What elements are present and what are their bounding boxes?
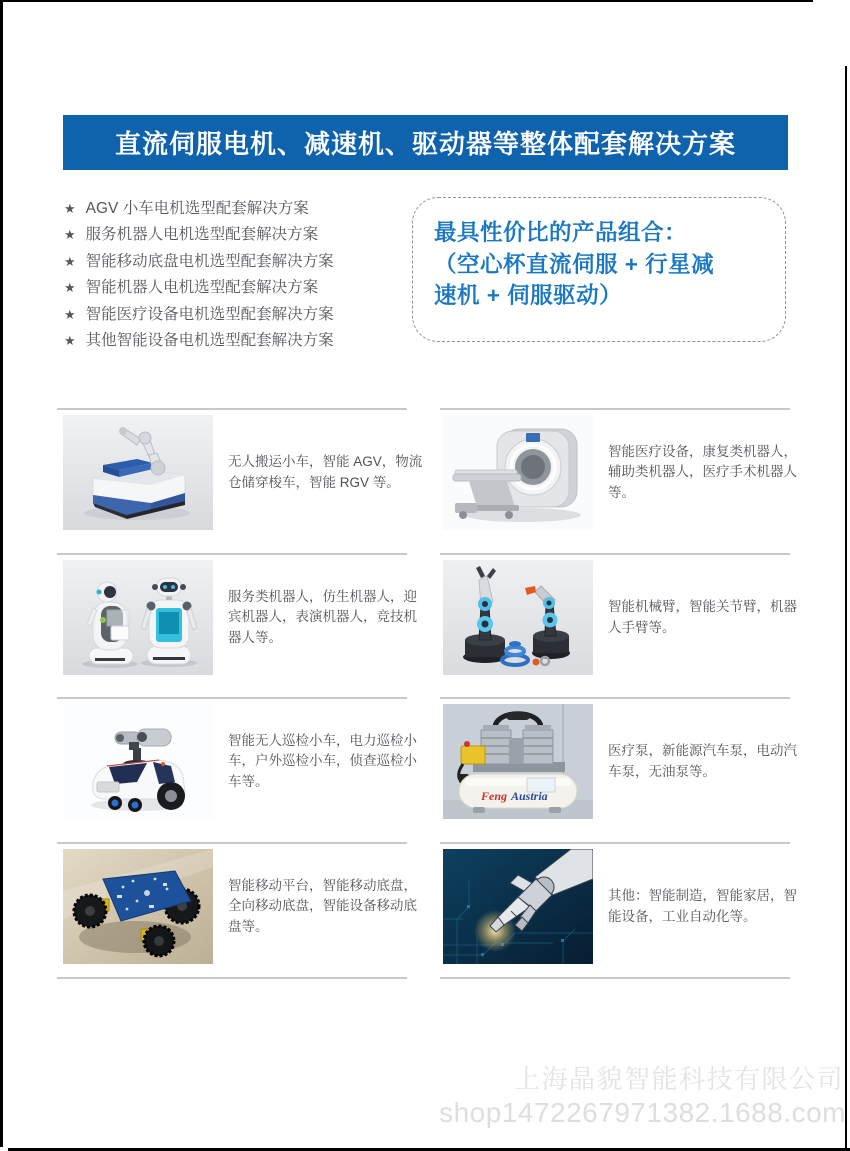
- product-description: 服务类机器人，仿生机器人，迎宾机器人，表演机器人，竞技机器人等。: [228, 588, 417, 645]
- product-description: 医疗泵，新能源汽车泵，电动汽车泵，无油泵等。: [608, 743, 797, 779]
- product-cell-air-pump: [443, 704, 813, 819]
- list-item: [64, 249, 334, 275]
- product-cell-robot-hand: [443, 849, 813, 964]
- row-divider: [440, 842, 790, 844]
- patrol-robot-image: [63, 704, 213, 819]
- combo-line: 速机 + 伺服驱动）: [434, 283, 623, 308]
- solution-label: AGV 小车电机选型配套解决方案: [85, 200, 309, 217]
- combo-line: 最具性价比的产品组合：: [434, 220, 688, 245]
- star-icon: ★: [64, 253, 76, 269]
- row-divider: [440, 697, 790, 699]
- product-description: 其他：智能制造，智能家居，智能设备，工业自动化等。: [608, 888, 797, 924]
- row-divider: [440, 553, 790, 555]
- star-icon: ★: [64, 280, 76, 296]
- product-cell-robot-arms: [443, 560, 813, 675]
- row-divider: [57, 697, 407, 699]
- page-title: 直流伺服电机、减速机、驱动器等整体配套解决方案: [114, 129, 736, 159]
- row-divider: [57, 553, 407, 555]
- mobile-chassis-image: [63, 849, 213, 964]
- page-edge-line: [0, 0, 3, 1147]
- list-item: [64, 328, 334, 354]
- page-edge-line: [845, 66, 847, 1151]
- product-cell-patrol-robot: [63, 704, 433, 819]
- product-description: 智能移动平台，智能移动底盘，全向移动底盘，智能设备移动底盘等。: [228, 877, 417, 934]
- robotic-arms-image: [443, 560, 593, 675]
- list-item: [64, 275, 334, 301]
- product-cell-chassis: [63, 849, 433, 964]
- solution-label: 智能移动底盘电机选型配套解决方案: [85, 252, 334, 270]
- product-cell-medical: [443, 415, 813, 530]
- list-item: [64, 222, 334, 248]
- page-edge-line: [0, 0, 813, 2]
- combo-line: （空心杯直流伺服 + 行星减: [434, 251, 715, 277]
- watermark-company: 上海晶貌智能科技有限公司: [513, 1064, 844, 1094]
- row-divider: [440, 408, 790, 410]
- star-icon: ★: [64, 201, 76, 216]
- product-description: 无人搬运小车，智能 AGV，物流仓储穿梭车，智能 RGV 等。: [228, 454, 423, 490]
- mri-scanner-image: [443, 415, 593, 530]
- title-banner: [63, 115, 788, 170]
- solution-label: 智能医疗设备电机选型配套解决方案: [85, 305, 334, 323]
- pump-brand-text-1: Feng: [481, 789, 508, 803]
- row-divider: [57, 408, 407, 410]
- best-value-combo-box: [412, 197, 786, 342]
- solution-label: 其他智能设备电机选型配套解决方案: [85, 331, 334, 349]
- solution-label: 智能机器人电机选型配套解决方案: [85, 279, 319, 297]
- service-robots-image: [63, 560, 213, 675]
- star-icon: ★: [64, 306, 76, 322]
- agv-transport-robot-image: [63, 415, 213, 530]
- air-pump-image: [443, 704, 593, 819]
- product-description: 智能机械臂，智能关节臂，机器人手臂等。: [608, 599, 797, 635]
- solution-list: [64, 196, 334, 354]
- product-description: 智能医疗设备，康复类机器人，辅助类机器人，医疗手术机器人等。: [608, 443, 797, 500]
- product-cell-service-robots: [63, 560, 433, 675]
- row-divider: [57, 842, 407, 844]
- product-description: 智能无人巡检小车，电力巡检小车，户外巡检小车，侦查巡检小车等。: [228, 732, 417, 789]
- watermark-url: shop1472267971382.1688.com: [439, 1097, 846, 1128]
- row-divider: [440, 977, 790, 979]
- pump-brand-text-2: Austria: [511, 789, 548, 803]
- robot-hand-image: [443, 849, 593, 964]
- star-icon: ★: [64, 332, 76, 348]
- list-item: [64, 302, 334, 328]
- list-item: [64, 196, 334, 222]
- row-divider: [57, 977, 407, 979]
- solution-label: 服务机器人电机选型配套解决方案: [85, 226, 319, 244]
- product-cell-agv: [63, 415, 433, 530]
- star-icon: ★: [64, 227, 76, 243]
